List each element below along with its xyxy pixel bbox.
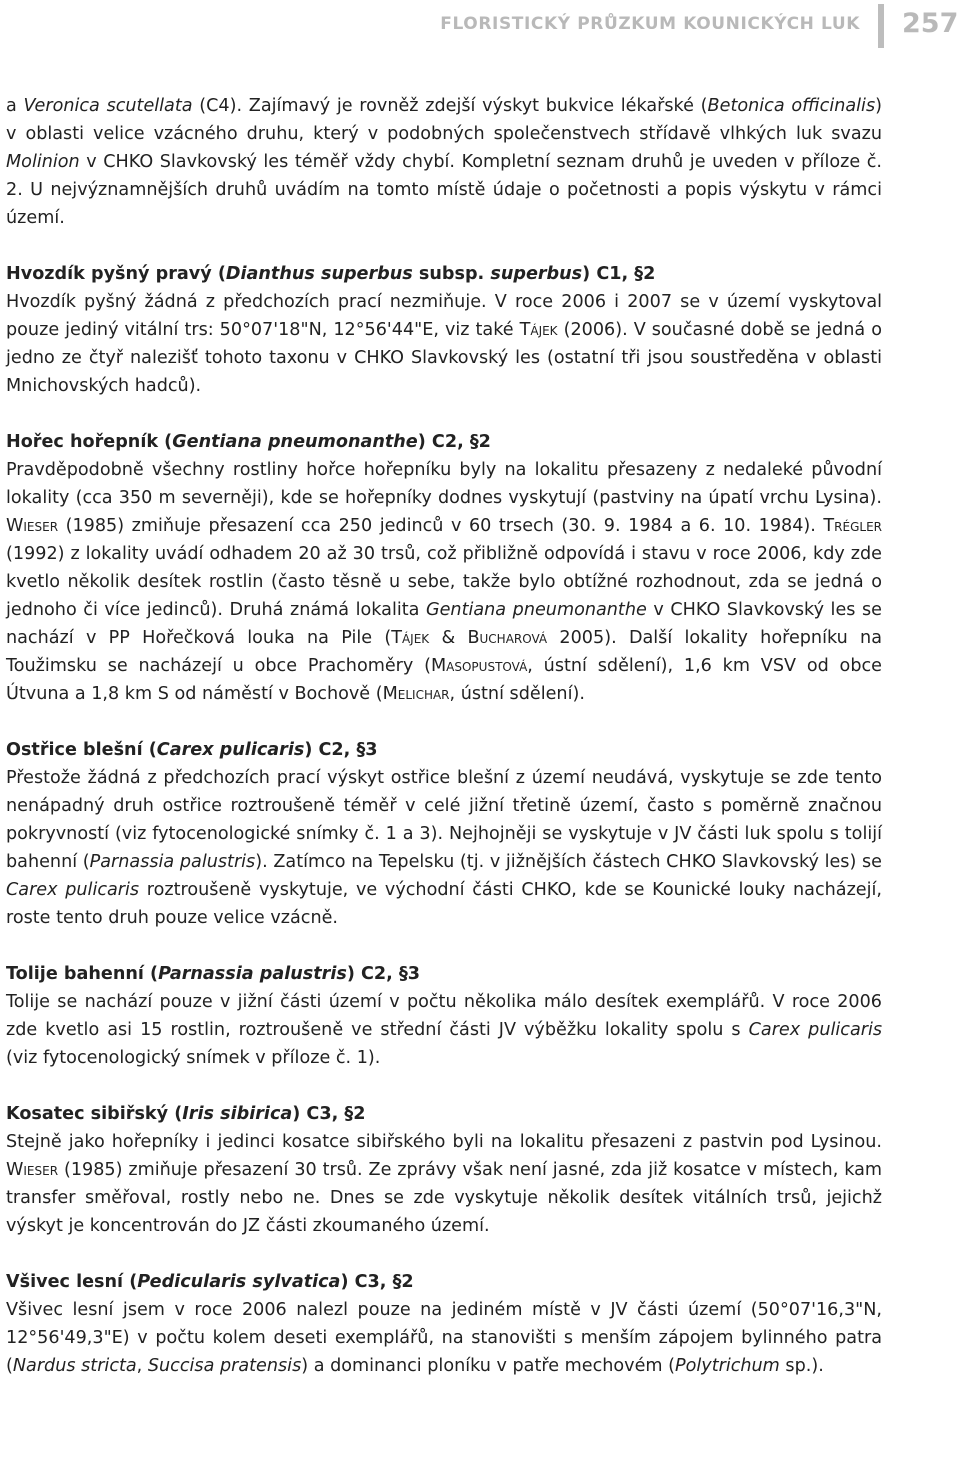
page-number: 257 [902, 8, 959, 39]
species-section-iris [6, 1100, 882, 1240]
species-paragraph: Přestože žádná z předchozích prací výskyt ostřice blešní z území neudává, vyskytuje se zde tento nenápadný druh ostřice roztroušeně téměř v celé jižní třetině území, často s poměrně značnou pokryvností (viz fytocenologické snímky č. 1 a 3). Nejhojněji se vyskytuje v JV části luk spolu s tolijí bahenní (Parnassia palustris). Zatímco na Tepelsku (tj. v jižnějších částech CHKO Slavkovský les) se Carex pulicaris roztroušeně vyskytuje, ve východní části CHKO, kde se Kounické louky nacházejí, roste tento druh pouze velice vzácně. [6, 768, 882, 928]
text-run: a [6, 96, 24, 116]
text-run: v CHKO Slavkovský les téměř vždy chybí. Kompletní seznam druhů je uveden v příloze č. 2. U nejvýznamnějších druhů uvádím na tomto místě údaje o početnosti a popis výskytu v rámci území. [6, 152, 882, 228]
author-name: Melichar [382, 684, 450, 704]
running-head-title: FLORISTICKÝ PRŮZKUM KOUNICKÝCH LUK [440, 14, 860, 34]
species-paragraph: Pravděpodobně všechny rostliny hořce hořepníku byly na lokalitu přesazeny z nedaleké původní lokality (cca 350 m severněji), kde se hořepníky dodnes vyskytují (pastviny na úpatí vrchu Lysina). Wieser (1985) zmiňuje přesazení cca 250 jedinců v 60 trsech (30. 9. 1984 a 6. 10. 1984). Trégler (1992) z lokality uvádí odhadem 20 až 30 trsů, což přibližně odpovídá i stavu v roce 2006, kdy zde kvetlo několik desítek rostlin (často těsně u sebe, takže bylo obtížné rozhodnout, zda se jedná o jednoho či více jedinců). Druhá známá lokalita Gentiana pneumonanthe v CHKO Slavkovský les se nachází v PP Hořečková louka na Pile (Tájek & Bucharová 2005). Další lokality hořepníku na Toužimsku se nacházejí u obce Prachoměry (Masopustová, ústní sdělení), 1,6 km VSV od obce Útvuna a 1,8 km S od náměstí v Bochově (Melichar, ústní sdělení). [6, 460, 882, 704]
main-text [6, 92, 882, 1380]
species-paragraph: Hvozdík pyšný žádná z předchozích prací nezmiňuje. V roce 2006 i 2007 se v území vyskytoval pouze jediný vitální trs: 50°07'18"N, 12°56'44"E, viz také Tájek (2006). V současné době se jedná o jedno ze čtyř nalezišť tohoto taxonu v CHKO Slavkovský les (ostatní tři jsou soustředěna v oblasti Mnichovských hadců). [6, 292, 882, 396]
text-run: ) v oblasti velice vzácného druhu, který v podobných společenstvech střídavě vlhkých luk svazu [6, 96, 882, 144]
species-section-dianthus [6, 260, 882, 400]
species-paragraph: Tolije se nachází pouze v jižní části území v počtu několika málo desítek exemplářů. V roce 2006 zde kvetlo asi 15 rostlin, roztroušeně ve střední části JV výběžku lokality spolu s Carex pulicaris (viz fytocenologický snímek v příloze č. 1). [6, 992, 883, 1068]
species-section-parnassia [6, 960, 882, 1072]
species-section-gentiana [6, 428, 882, 708]
author-name: Tájek & Bucharová [391, 628, 548, 648]
intro-paragraph [6, 92, 882, 232]
species-section-pedicularis [6, 1268, 882, 1380]
species-heading: Ostřice blešní (Carex pulicaris) C2, §3 [6, 740, 378, 760]
species-paragraph: Všivec lesní jsem v roce 2006 nalezl pouze na jediném místě v JV části území (50°07'16,3"N, 12°56'49,3"E) v počtu kolem deseti exemplářů, na stanovišti s menším zápojem bylinného patra (Nardus stricta, Succisa pratensis) a dominanci ploníku v patře mechovém (Polytrichum sp.). [6, 1300, 882, 1376]
taxon-name: Veronica scutellata [23, 96, 193, 116]
author-name: Masopustová [430, 656, 528, 676]
species-heading: Hvozdík pyšný pravý (Dianthus superbus subsp. superbus) C1, §2 [6, 264, 656, 284]
species-heading: Všivec lesní (Pedicularis sylvatica) C3, §2 [6, 1272, 414, 1292]
author-name: Wieser [6, 1160, 59, 1180]
species-heading: Hořec hořepník (Gentiana pneumonanthe) C2, §2 [6, 432, 491, 452]
species-paragraph: Stejně jako hořepníky i jedinci kosatce sibiřského byli na lokalitu přesazeni z pastvin pod Lysinou. Wieser (1985) zmiňuje přesazení 30 trsů. Ze zprávy však není jasné, zda již kosatce v místech, kam transfer směřoval, rostly nebo ne. Dnes se zde vyskytuje několik desítek vitálních trsů, jejichž výskyt je koncentrován do JZ části zkoumaného území. [6, 1132, 882, 1236]
species-section-carex [6, 736, 882, 932]
species-heading: Tolije bahenní (Parnassia palustris) C2, §3 [6, 964, 421, 984]
author-name: Trégler [823, 516, 882, 536]
author-name: Tájek [519, 320, 558, 340]
taxon-name: Betonica officinalis [707, 96, 876, 116]
text-run: (C4). Zajímavý je rovněž zdejší výskyt bukvice lékařské ( [192, 96, 708, 116]
author-name: Wieser [6, 516, 59, 536]
species-heading: Kosatec sibiřský (Iris sibirica) C3, §2 [6, 1104, 366, 1124]
taxon-name: Molinion [6, 152, 80, 172]
header-divider [878, 4, 884, 48]
